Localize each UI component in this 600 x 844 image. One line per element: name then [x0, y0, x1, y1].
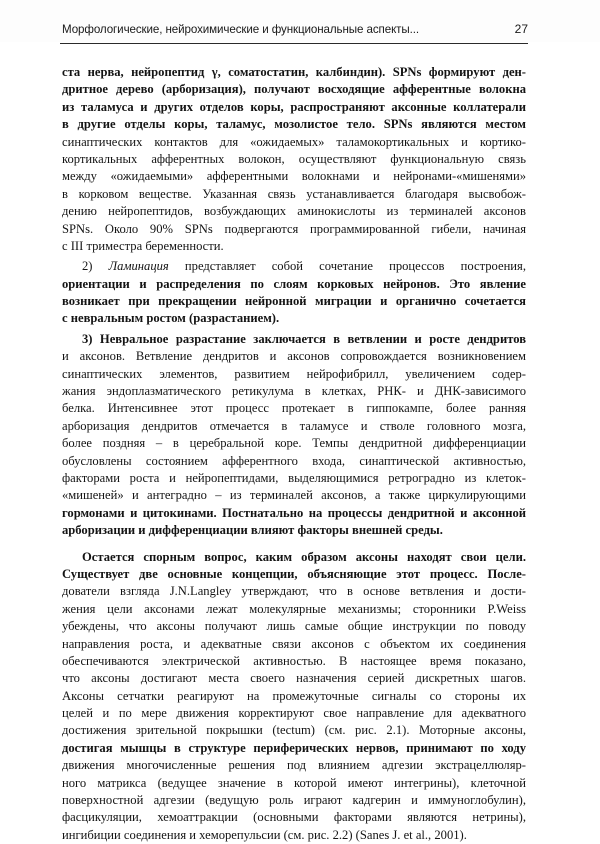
- text-line: в другие отделы коры, таламус, мозолистое тело. SPNs являются местом: [62, 117, 526, 132]
- text-line: белка. Интенсивнее этот процесс протекает в гиппокампе, более ранняя: [62, 401, 526, 416]
- paragraph-axon-guidance: [62, 549, 526, 844]
- text-line: поверхностной адгезии (ведущую роль играют кадгерин и иммуноглобулин),: [62, 793, 526, 808]
- running-head-title: Морфологические, нейрохимические и функциональные аспекты...: [62, 23, 419, 36]
- text-line: более поздняя – в церебральной коре. Темпы дендритной дифференциации: [62, 436, 526, 451]
- text-line: дритное дерево (арборизация), получают восходящие афферентные волокна: [62, 82, 526, 97]
- text-line: из таламуса и других отделов коры, распространяют аксонные коллатерали: [62, 99, 526, 114]
- text-line: Существует две основные концепции, объясняющие этот процесс. После-: [62, 566, 526, 581]
- text-line: ного матрикса (ведущее значение в которой имеют интегрины), клеточной: [62, 775, 526, 790]
- text-line: направления роста, и адекватные связи аксонов с объектом их соединения: [62, 636, 526, 651]
- text-line: 3) Невральное разрастание заключается в ветвлении и росте дендритов: [82, 331, 526, 346]
- text-line: синаптических элементов, развитием нейрофибрилл, увеличением содер-: [62, 366, 526, 381]
- text-line: обеспечиваются электрической активностью. В настоящее время показано,: [62, 653, 526, 668]
- text-line: дователи взгляда J.N.Langley утверждают, что в основе ветвления и дости-: [62, 584, 526, 599]
- text-line: арборизация дендритов отмечается в таламусе и стволе головного мозга,: [62, 418, 526, 433]
- paragraph-neural-outgrowth: [62, 331, 526, 540]
- text-line: достигая мышцы в структуре периферических нервов, принимают по ходу: [62, 740, 526, 755]
- text-line: обусловлены состоянием афферентного входа, синаптической активностью,: [62, 453, 526, 468]
- page-body: [62, 64, 526, 844]
- text-line: фасцикуляции, хемоаттракции (основными факторами являются нетрины),: [62, 810, 526, 825]
- text-line: дению нейропептидов, возбуждающих аминокислоты из терминалей аксонов: [62, 204, 526, 219]
- text-line: ста нерва, нейропептид γ, соматостатин, калбиндин). SPNs формируют ден-: [62, 65, 526, 79]
- text-line: между «ожидаемыми» афферентными волокнами и нейронами-«мишенями»: [62, 169, 526, 184]
- paragraph-spn-description: [62, 64, 526, 255]
- text-line: что аксоны достигают места своего назначения серией дискретных шагов.: [62, 671, 526, 686]
- text-line: возникает при прекращении нейронной миграции и органично сочетается: [62, 294, 526, 309]
- text-line: факторами роста и нейропептидами, выделяющимися ретроградно из клеток-: [62, 470, 526, 485]
- header-divider: [60, 43, 528, 44]
- text-line: синаптических контактов для «ожидаемых» таламокортикальных и кортико-: [62, 134, 526, 149]
- text-line: 2) Ламинация представляет собой сочетание процессов построения,: [82, 259, 526, 274]
- text-line: SPNs. Около 90% SPNs подвергаются программированной гибели, начиная: [62, 221, 526, 236]
- text-line: целей и по мере движения корректируют свое направление для адекватного: [62, 706, 526, 721]
- text-line: с III триместра беременности.: [62, 238, 224, 253]
- text-line: «мишеней» и антеградно – из терминалей аксонов, а также циркулирующими: [62, 488, 526, 503]
- text-line: и аксонов. Ветвление дендритов и аксонов сопровождается возникновением: [62, 349, 526, 364]
- page-number: 27: [514, 22, 528, 36]
- text-line: в корковом веществе. Указанная связь устанавливается благодаря высвобож-: [62, 186, 526, 201]
- text-line: с невральным ростом (разрастанием).: [62, 311, 280, 326]
- text-line: жения цели аксонами лежат молекулярные механизмы; сторонники P.Weiss: [62, 601, 526, 616]
- text-line: ингибиции соединения и хеморепульсии (см. рис. 2.2) (Sanes J. et al., 2001).: [62, 827, 467, 842]
- running-header: [0, 0, 600, 42]
- text-line: Аксоны сетчатки реагируют на промежуточные сигналы со стороны их: [62, 688, 526, 703]
- text-line: арборизации и дифференциации влияют факторы внешней среды.: [62, 523, 443, 538]
- text-line: убеждены, что аксоны получают лишь самые общие инструкции по поводу: [62, 619, 526, 634]
- text-line: кортикальных афферентных волокон, осуществляют функциональную связь: [62, 151, 526, 166]
- text-line: гормонами и цитокинами. Постнатально на процессы дендритной и аксонной: [62, 505, 526, 520]
- text-line: движения многочисленные решения под влиянием адгезии экстрацеллюляр-: [62, 758, 526, 773]
- text-line: Остается спорным вопрос, каким образом аксоны находят свои цели.: [82, 549, 526, 564]
- paragraph-lamination: [62, 258, 526, 328]
- text-line: достижения зрительной покрышки (tectum) (см. рис. 2.1). Моторные аксоны,: [62, 723, 526, 738]
- text-line: ориентации и распределения по слоям корковых нейронов. Это явление: [62, 276, 526, 291]
- text-line: жания эндоплазматического ретикулума в клетках, РНК- и ДНК-зависимого: [62, 384, 526, 399]
